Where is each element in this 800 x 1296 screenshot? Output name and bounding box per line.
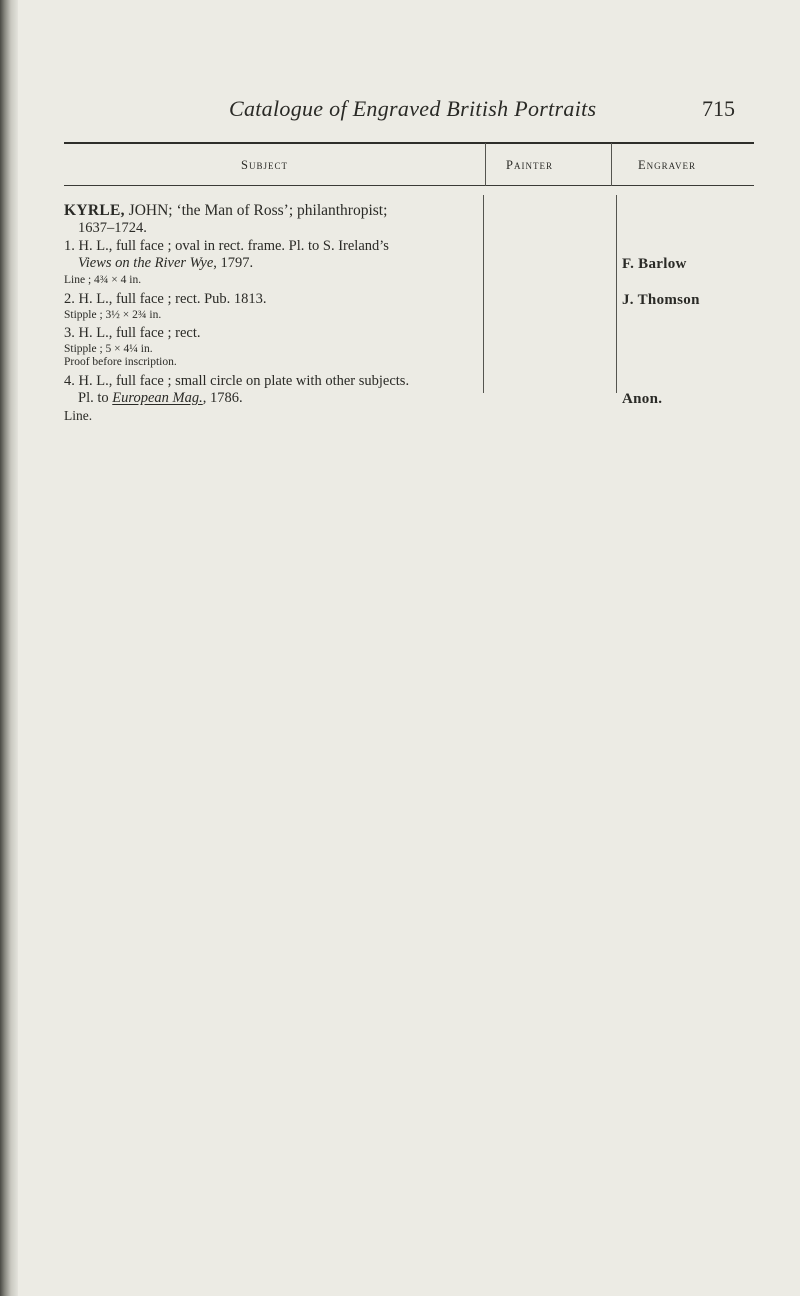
item-description: 1. H. L., full face ; oval in rect. frame. Pl. to S. Ireland’s xyxy=(64,238,389,254)
item-engraver: Anon. xyxy=(622,391,663,407)
column-divider-painter-engraver xyxy=(616,195,617,393)
column-header-engraver: Engraver xyxy=(638,158,696,172)
publication-prefix: Pl. to xyxy=(78,390,113,406)
running-title-part: Portraits xyxy=(508,96,597,121)
sitter-description: JOHN; ‘the Man of Ross’; philanthropist; xyxy=(124,202,388,219)
entry-heading xyxy=(64,202,387,220)
item-description: 2. H. L., full face ; rect. Pub. 1813. xyxy=(64,291,267,307)
header-rule-painter xyxy=(486,185,611,186)
item-technique-note: Stipple ; 5 × 4¼ in. xyxy=(64,343,153,355)
publication-date: , 1797. xyxy=(213,255,254,271)
running-title-part: Engraved xyxy=(346,96,447,121)
item-engraver: F. Barlow xyxy=(622,256,687,272)
column-divider-subject-painter-head xyxy=(485,143,486,186)
publication-title: European Mag. xyxy=(112,390,203,406)
running-title xyxy=(229,96,596,122)
running-title-part: British xyxy=(446,96,509,121)
running-title-part: of xyxy=(329,96,347,121)
sitter-dates: 1637–1724. xyxy=(78,220,147,236)
item-publication xyxy=(78,390,243,407)
item-technique-note: Stipple ; 3½ × 2¾ in. xyxy=(64,309,162,321)
item-technique-note: Line. xyxy=(64,408,93,423)
header-rule-subject xyxy=(64,185,485,186)
item-engraver: J. Thomson xyxy=(622,292,700,308)
item-technique-note: Line ; 4¾ × 4 in. xyxy=(64,274,142,286)
publication-title: Views on the River Wye xyxy=(78,255,214,271)
column-divider-painter-engraver-head xyxy=(611,143,612,186)
column-header-painter: Painter xyxy=(506,158,553,172)
column-header-subject: Subject xyxy=(241,158,288,172)
item-proof-note: Proof before inscription. xyxy=(64,356,177,368)
sitter-name: KYRLE, xyxy=(64,202,125,219)
item-publication xyxy=(78,255,253,272)
header-rule-engraver xyxy=(612,185,754,186)
publication-date: , 1786. xyxy=(202,390,243,406)
page-number: 715 xyxy=(702,96,735,121)
page-binding-edge xyxy=(0,0,18,1296)
table-top-rule xyxy=(64,142,754,144)
column-divider-subject-painter xyxy=(483,195,484,393)
item-description: 4. H. L., full face ; small circle on plate with other subjects. xyxy=(64,373,410,389)
running-title-part: Catalogue xyxy=(229,96,330,121)
item-description: 3. H. L., full face ; rect. xyxy=(64,325,201,341)
